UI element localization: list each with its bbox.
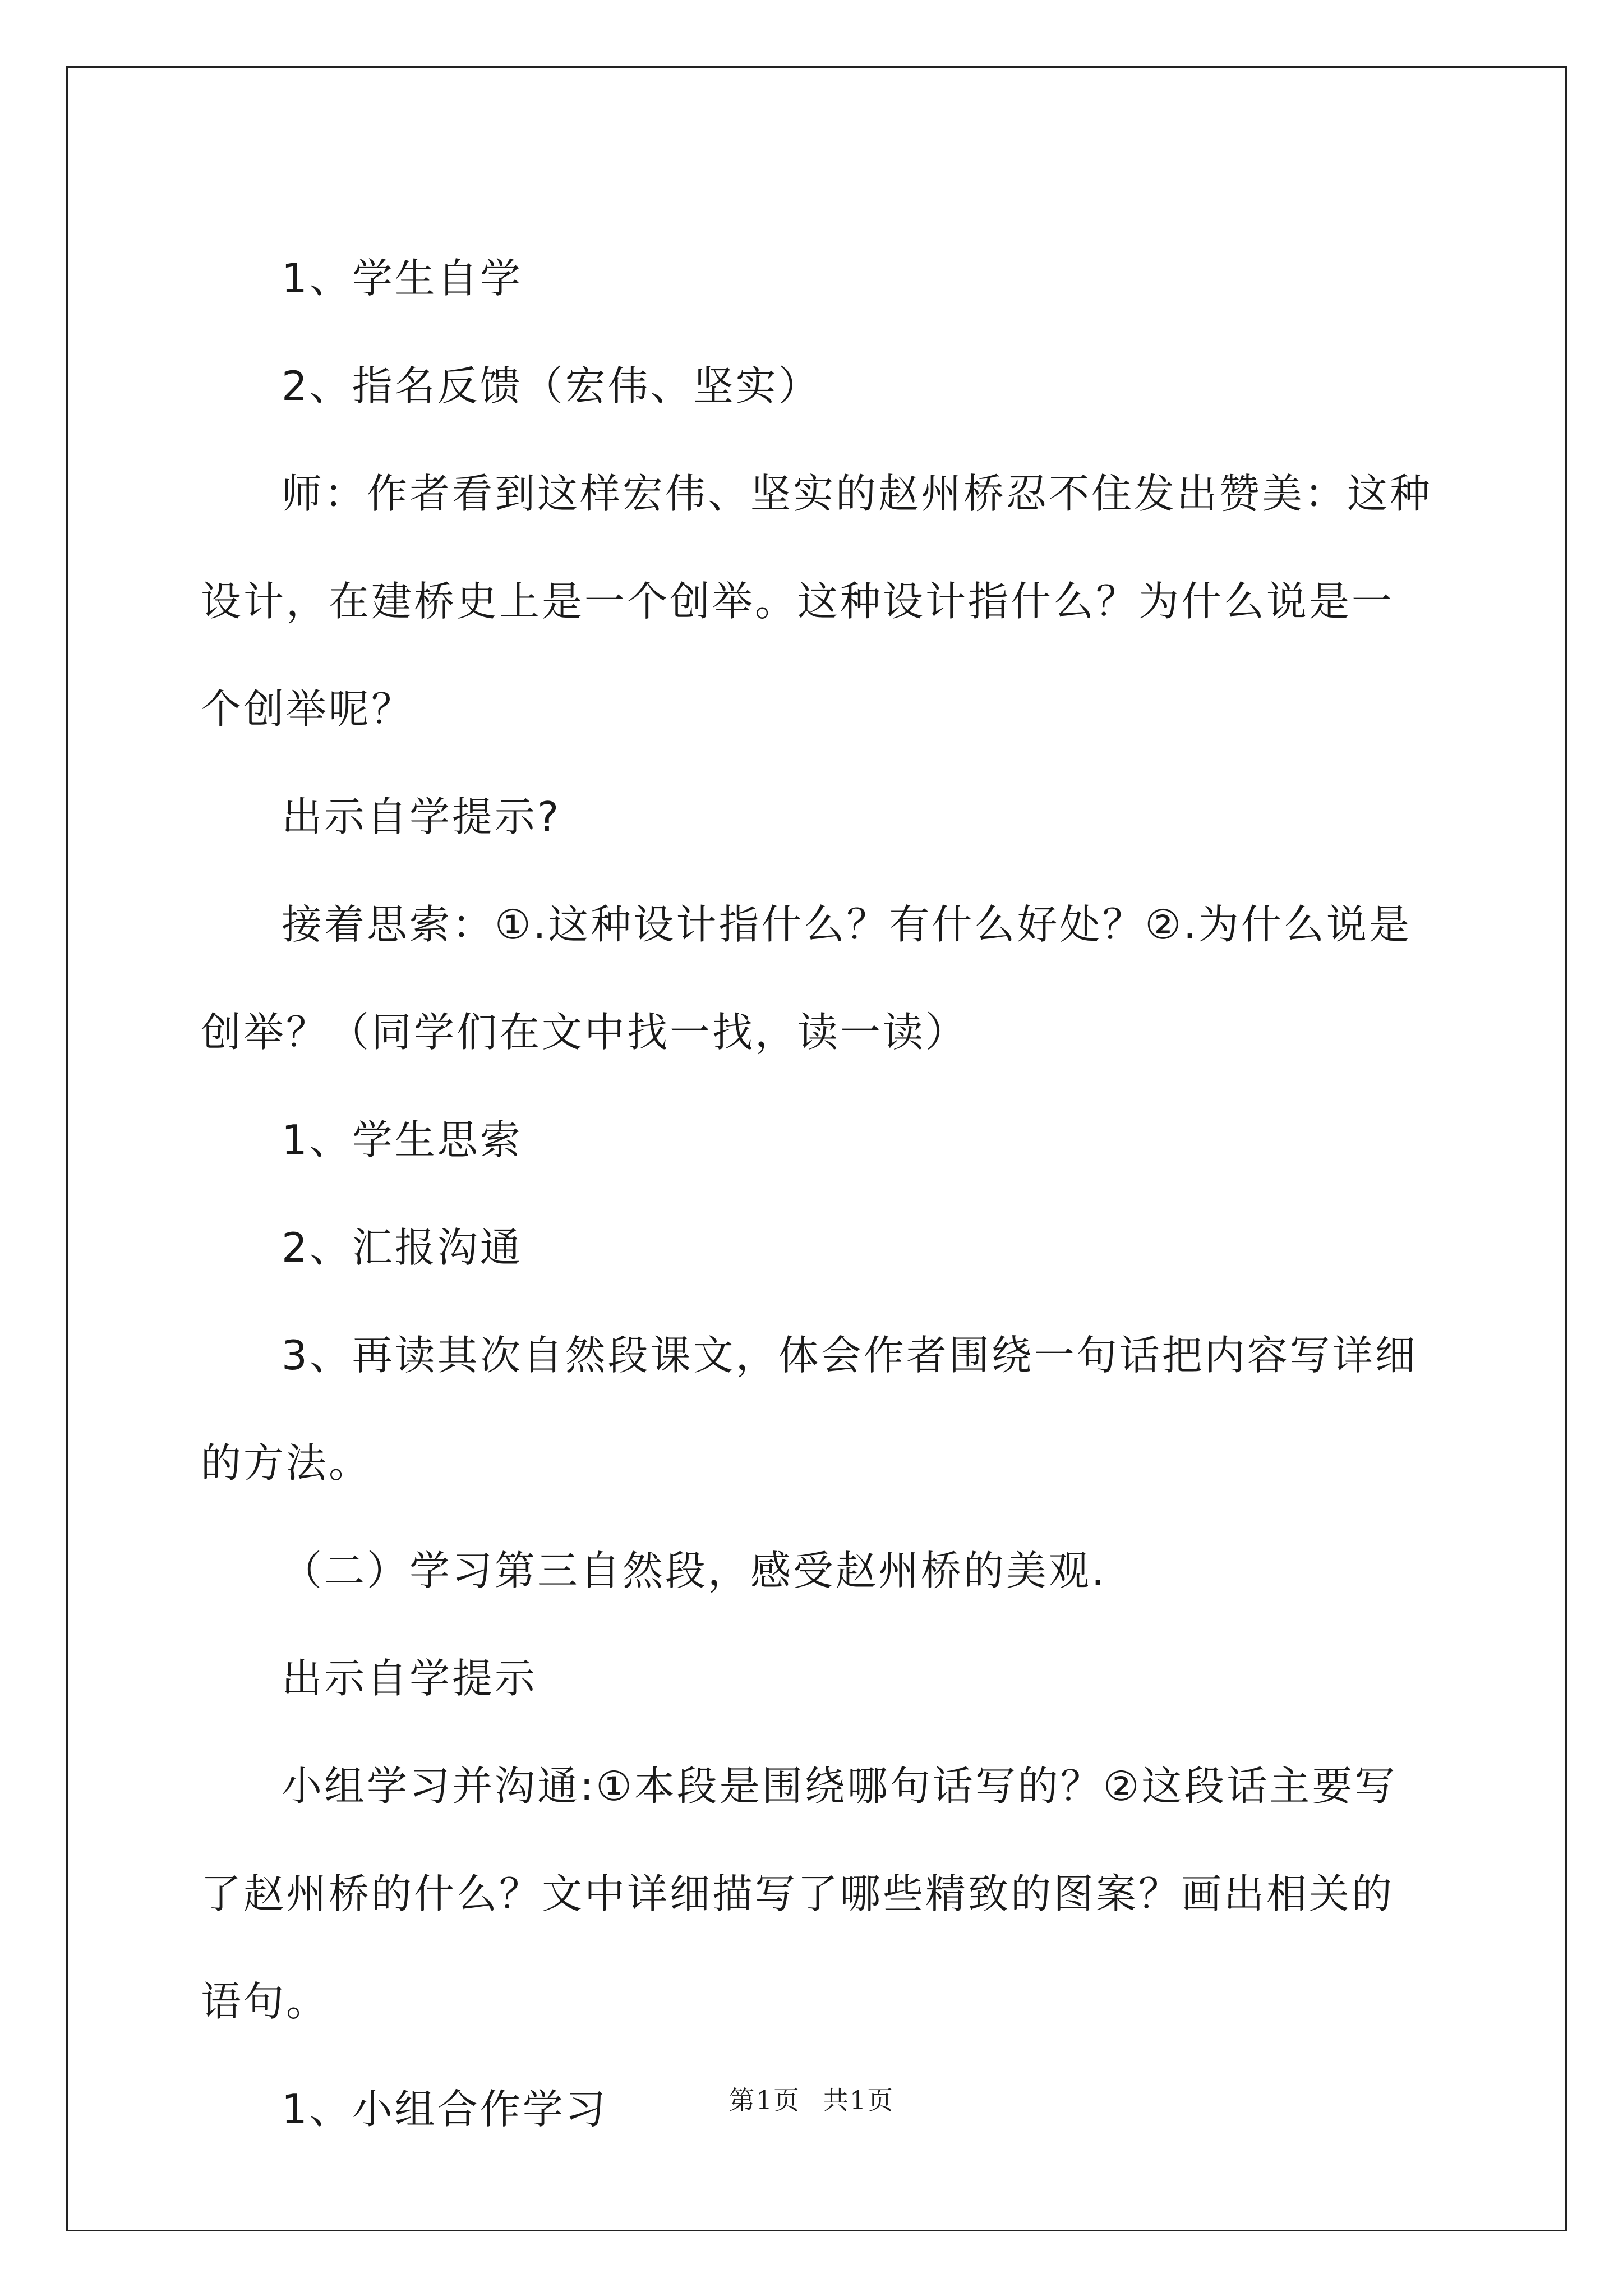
paragraph-2: 2、指名反馈（宏伟、坚实） — [282, 362, 821, 409]
paragraph-8: 3、再读其次自然段课文，体会作者围绕一句话把内容写详细的方法。 — [201, 1332, 1418, 1487]
paragraph-10: 出示自学提示 — [282, 1655, 538, 1702]
paragraph-6: 1、学生思索 — [282, 1116, 523, 1163]
paragraph-9: （二）学习第三自然段，感受赵州桥的美观. — [282, 1547, 1106, 1594]
page-footer — [0, 2080, 1623, 2117]
paragraph-5: 接着思索：①.这种设计指什么？有什么好处？②.为什么说是创举？（同学们在文中找一找，读一读） — [201, 901, 1412, 1056]
paragraph-3: 师：作者看到这样宏伟、坚实的赵州桥忍不住发出赞美：这种设计，在建桥史上是一个创举。这种设计指什么？为什么说是一个创举呢？ — [201, 470, 1433, 733]
paragraph-4: 出示自学提示? — [282, 793, 561, 840]
paragraph-11: 小组学习并沟通:①本段是围绕哪句话写的？②这段话主要写了赵州桥的什么？文中详细描写了哪些精致的图案？画出相关的语句。 — [201, 1763, 1398, 2025]
paragraph-1: 1、学生自学 — [282, 255, 523, 302]
document-body — [201, 224, 1435, 2163]
page-total: 共1页 — [823, 2085, 895, 2115]
paragraph-7: 2、汇报沟通 — [282, 1224, 523, 1271]
paragraph-12: 1、小组合作学习 — [282, 2086, 608, 2133]
page-number: 第1页 — [728, 2085, 800, 2115]
